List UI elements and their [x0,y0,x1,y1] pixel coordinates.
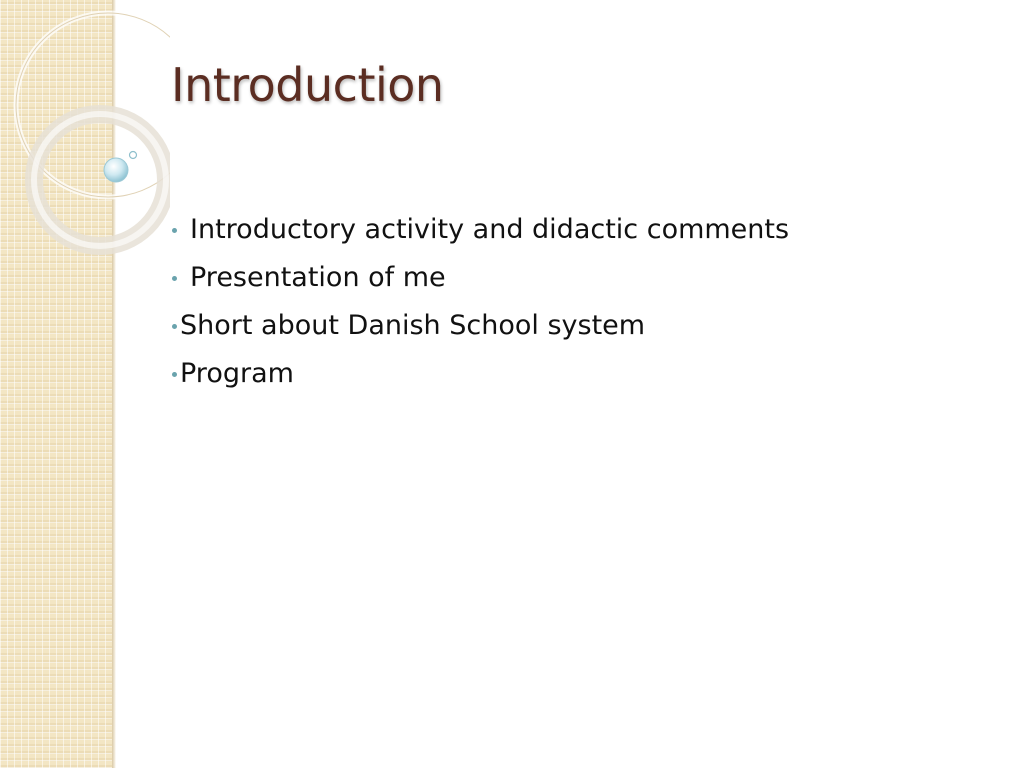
small-ring-decoration [130,152,137,159]
bullet-text: Short about Danish School system [180,309,646,341]
bullet-text: Program [180,357,294,389]
bullet-dot-icon [172,324,177,329]
bullet-text: Introductory activity and didactic comments [190,213,790,245]
bullet-item [172,349,789,397]
bullet-text: Presentation of me [190,261,446,293]
bullet-item [172,253,789,301]
bubble-decoration [104,158,128,182]
decorative-circles-graphic [0,0,170,260]
bullet-dot-icon [172,372,177,377]
bullet-dot-icon [172,276,177,281]
bullet-item [172,205,789,253]
bullet-list [172,205,789,397]
bullet-dot-icon [172,228,177,233]
slide-title: Introduction [171,58,444,112]
bullet-item [172,301,789,349]
